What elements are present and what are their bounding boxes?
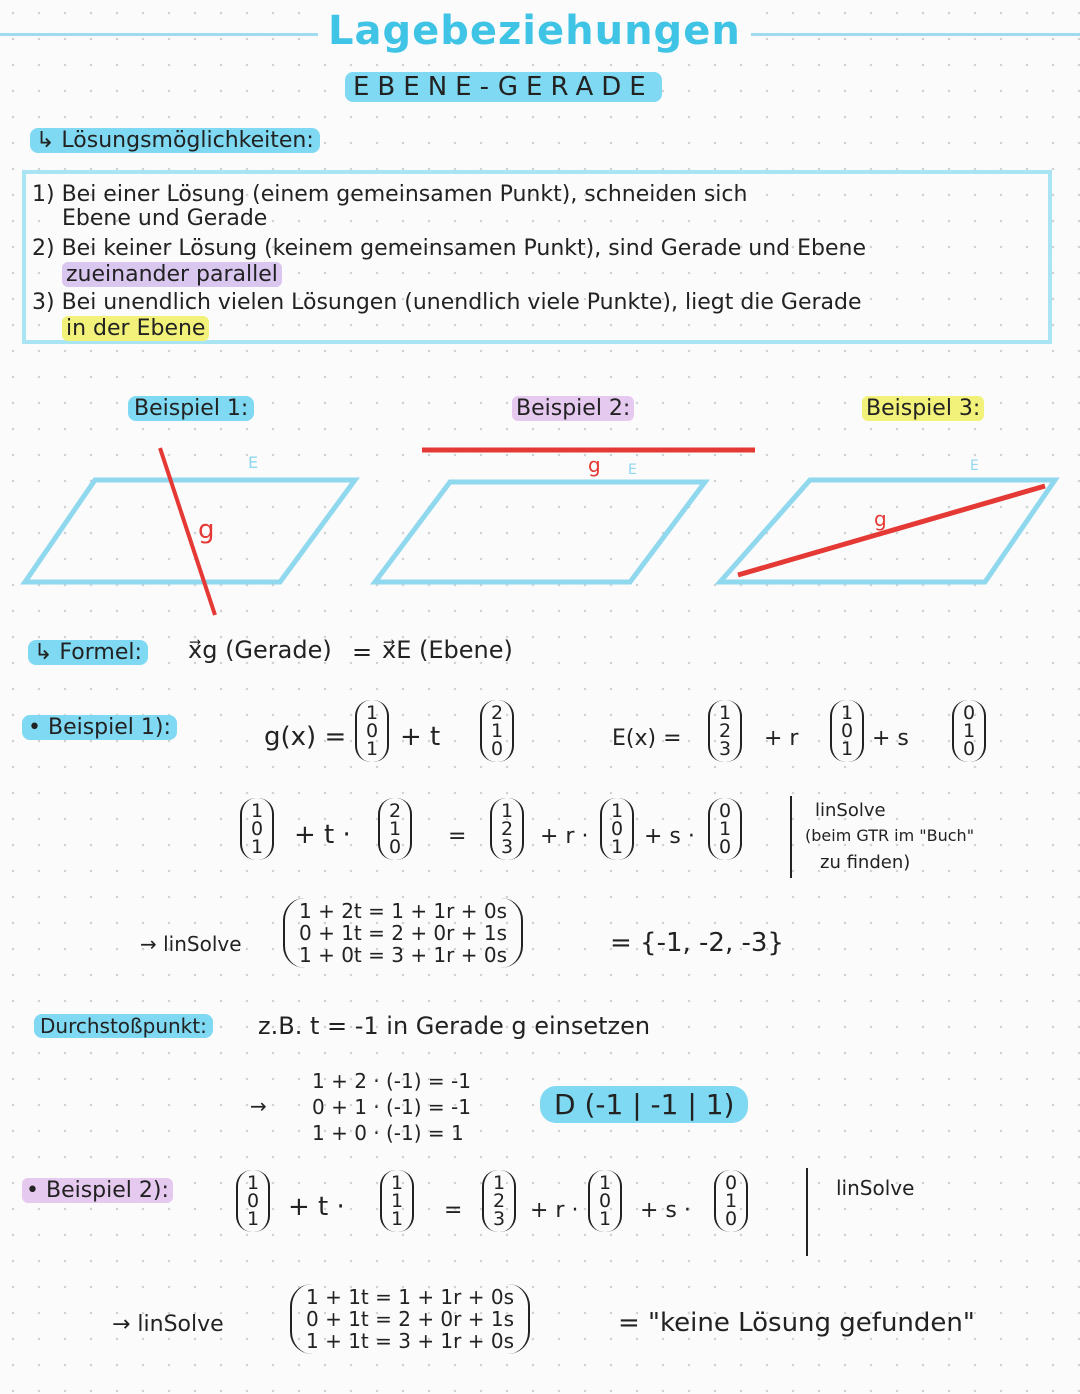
case-2 bbox=[32, 236, 866, 261]
ex1-plus-s: + s bbox=[872, 726, 909, 751]
ex2-system bbox=[290, 1284, 530, 1354]
ex2-e-dir2 bbox=[714, 1170, 748, 1232]
ex1-note1: linSolve bbox=[815, 800, 886, 821]
vector-component: 1 bbox=[492, 1172, 506, 1194]
case-1 bbox=[32, 182, 747, 207]
vector-component: 1 bbox=[365, 738, 379, 760]
vector-component: 0 bbox=[962, 702, 976, 724]
calc-row: 1 + 0 · (-1) = 1 bbox=[312, 1121, 464, 1145]
ex2-linsolve-label: → linSolve bbox=[112, 1312, 224, 1337]
case-2-line1: 2) Bei keiner Lösung (keinem gemeinsamen Punkt), sind Gerade und Ebene bbox=[32, 236, 867, 261]
ex1-plus-t: + t bbox=[400, 722, 441, 752]
ex2-plus-r: + r · bbox=[530, 1198, 579, 1223]
vector-component: 1 bbox=[840, 702, 854, 724]
line-1-label: g bbox=[198, 515, 215, 545]
ex1-eq-g-support bbox=[240, 798, 274, 860]
ex1-system-row: 0 + 1t = 2 + 0r + 1s bbox=[299, 921, 507, 945]
vector-component: 2 bbox=[490, 702, 504, 724]
case-1-line2: Ebene und Gerade bbox=[62, 206, 268, 231]
case-3 bbox=[32, 290, 862, 315]
vector-component: 0 bbox=[250, 818, 264, 840]
plane-2 bbox=[375, 482, 705, 582]
vector-component: 1 bbox=[962, 720, 976, 742]
vector-component: 1 bbox=[246, 1172, 260, 1194]
example-3-label-text: Beispiel 3: bbox=[862, 396, 984, 421]
vector-component: 0 bbox=[610, 818, 624, 840]
ex2-g-support bbox=[236, 1170, 270, 1232]
vector-component: 1 bbox=[246, 1208, 260, 1230]
ex1-eq-plus-r: + r · bbox=[540, 824, 589, 849]
vector-component: 0 bbox=[365, 720, 379, 742]
vector-component: 1 bbox=[390, 1208, 404, 1230]
case-2-line2: zueinander parallel bbox=[62, 262, 282, 287]
vector-component: 2 bbox=[492, 1190, 506, 1212]
line-2-label: g bbox=[588, 453, 601, 477]
ex2-g-dir bbox=[380, 1170, 414, 1232]
vector-component: 0 bbox=[598, 1190, 612, 1212]
vector-component: 1 bbox=[390, 1172, 404, 1194]
durchstoss-label bbox=[34, 1014, 213, 1038]
vector-component: 2 bbox=[500, 818, 514, 840]
ex1-eq-e-dir1 bbox=[600, 798, 634, 860]
line-3-label: g bbox=[874, 507, 887, 531]
ex1-system bbox=[283, 898, 523, 968]
solutions-heading bbox=[30, 128, 320, 153]
ex1-result: = {-1, -2, -3} bbox=[610, 928, 784, 958]
example-diagrams bbox=[0, 430, 1080, 630]
vector-component: 1 bbox=[365, 702, 379, 724]
vector-component: 0 bbox=[718, 800, 732, 822]
vector-component: 1 bbox=[500, 800, 514, 822]
solutions-heading-text: ↳ Lösungsmöglichkeiten: bbox=[30, 128, 320, 153]
ex1-label bbox=[22, 715, 177, 740]
vector-component: 0 bbox=[724, 1208, 738, 1230]
ex1-eq-g-dir bbox=[378, 798, 412, 860]
plane-3-label: E bbox=[970, 458, 979, 474]
page-title: Lagebeziehungen bbox=[318, 8, 751, 54]
vector-component: 1 bbox=[610, 836, 624, 858]
vector-component: 0 bbox=[490, 738, 504, 760]
vector-component: 0 bbox=[718, 836, 732, 858]
vector-component: 0 bbox=[840, 720, 854, 742]
ex2-system-row: 1 + 1t = 1 + 1r + 0s bbox=[306, 1285, 514, 1309]
vector-component: 1 bbox=[610, 800, 624, 822]
ex1-plus-r: + r bbox=[764, 726, 799, 751]
ex1-g-dir bbox=[480, 700, 514, 762]
ex2-e-dir1 bbox=[588, 1170, 622, 1232]
vector-component: 1 bbox=[390, 1190, 404, 1212]
calc-block bbox=[312, 1068, 471, 1146]
ex1-eq-plus-s: + s · bbox=[644, 824, 695, 849]
ex2-note: linSolve bbox=[836, 1176, 915, 1200]
ex1-eq-e-support bbox=[490, 798, 524, 860]
vector-component: 3 bbox=[500, 836, 514, 858]
ex2-system-row: 1 + 1t = 3 + 1r + 0s bbox=[306, 1329, 514, 1353]
case-1-line1: 1) Bei einer Lösung (einem gemeinsamen Punkt), schneiden sich bbox=[32, 182, 748, 207]
ex2-e-support bbox=[482, 1170, 516, 1232]
point-d: D (-1 | -1 | 1) bbox=[540, 1086, 748, 1123]
durchstoss-text: z.B. t = -1 in Gerade g einsetzen bbox=[258, 1012, 651, 1040]
ex1-e: E(x) = bbox=[612, 726, 682, 751]
ex2-plus-t: + t · bbox=[288, 1192, 345, 1222]
ex1-e-dir2 bbox=[952, 700, 986, 762]
ex1-e-dir1 bbox=[830, 700, 864, 762]
example-1-label bbox=[128, 396, 254, 421]
vector-component: 1 bbox=[250, 836, 264, 858]
plane-2-label: E bbox=[628, 462, 637, 478]
vector-component: 1 bbox=[250, 800, 264, 822]
case-3-line1: 3) Bei unendlich vielen Lösungen (unendlich viele Punkte), liegt die Gerade bbox=[32, 290, 862, 315]
case-3-line2: in der Ebene bbox=[62, 316, 209, 341]
ex1-e-support bbox=[708, 700, 742, 762]
formula-right: x⃗E (Ebene) bbox=[382, 636, 513, 664]
case-2-cont bbox=[62, 262, 282, 287]
example-2-label-text: Beispiel 2: bbox=[512, 396, 634, 421]
case-3-cont bbox=[62, 316, 209, 341]
example-2-label bbox=[512, 396, 634, 421]
ex1-note2: (beim GTR im "Buch" bbox=[805, 826, 975, 845]
ex1-eq-e-dir2 bbox=[708, 798, 742, 860]
vector-component: 3 bbox=[492, 1208, 506, 1230]
vector-component: 0 bbox=[962, 738, 976, 760]
durchstoss-label-text: Durchstoßpunkt: bbox=[34, 1014, 213, 1038]
ex2-plus-s: + s · bbox=[640, 1198, 691, 1223]
ex1-system-row: 1 + 2t = 1 + 1r + 0s bbox=[299, 899, 507, 923]
ex2-divider bbox=[806, 1168, 808, 1256]
formula-label-text: ↳ Formel: bbox=[28, 640, 148, 665]
vector-component: 1 bbox=[718, 818, 732, 840]
ex1-eq-sign: = bbox=[448, 824, 467, 849]
vector-component: 2 bbox=[718, 720, 732, 742]
ex2-result: = "keine Lösung gefunden" bbox=[618, 1308, 975, 1338]
example-3-label bbox=[862, 396, 984, 421]
formula-left: x⃗g (Gerade) bbox=[188, 636, 332, 664]
vector-component: 0 bbox=[724, 1172, 738, 1194]
calc-row: 1 + 2 · (-1) = -1 bbox=[312, 1069, 471, 1093]
vector-component: 1 bbox=[598, 1208, 612, 1230]
ex1-linsolve-label: → linSolve bbox=[140, 932, 242, 956]
vector-component: 1 bbox=[718, 702, 732, 724]
vector-component: 1 bbox=[598, 1172, 612, 1194]
vector-component: 0 bbox=[246, 1190, 260, 1212]
vector-component: 0 bbox=[388, 836, 402, 858]
ex1-g-support bbox=[355, 700, 389, 762]
example-1-label-text: Beispiel 1: bbox=[128, 396, 254, 421]
vector-component: 3 bbox=[718, 738, 732, 760]
calc-row: 0 + 1 · (-1) = -1 bbox=[312, 1095, 471, 1119]
vector-component: 1 bbox=[840, 738, 854, 760]
ex2-label-text: • Beispiel 2): bbox=[22, 1178, 173, 1203]
calc-arrow: → bbox=[250, 1094, 267, 1118]
ex1-eq-plus-t: + t · bbox=[294, 820, 351, 850]
ex1-divider bbox=[790, 796, 792, 878]
vector-component: 1 bbox=[724, 1190, 738, 1212]
ex2-label bbox=[22, 1178, 173, 1203]
case-1-cont bbox=[62, 206, 267, 231]
ex1-note3: zu finden) bbox=[820, 852, 911, 873]
ex1-g: g(x) = bbox=[264, 722, 347, 752]
formula-eq: = bbox=[352, 638, 373, 666]
ex1-system-row: 1 + 0t = 3 + 1r + 0s bbox=[299, 943, 507, 967]
vector-component: 1 bbox=[490, 720, 504, 742]
vector-component: 1 bbox=[388, 818, 402, 840]
page-subtitle: EBENE-GERADE bbox=[345, 72, 662, 102]
ex2-system-row: 0 + 1t = 2 + 0r + 1s bbox=[306, 1307, 514, 1331]
plane-1-label: E bbox=[248, 453, 259, 472]
plane-1 bbox=[25, 480, 355, 582]
ex2-eq: = bbox=[444, 1198, 463, 1223]
ex1-label-text: • Beispiel 1): bbox=[22, 715, 177, 740]
vector-component: 2 bbox=[388, 800, 402, 822]
formula-label bbox=[28, 640, 148, 665]
